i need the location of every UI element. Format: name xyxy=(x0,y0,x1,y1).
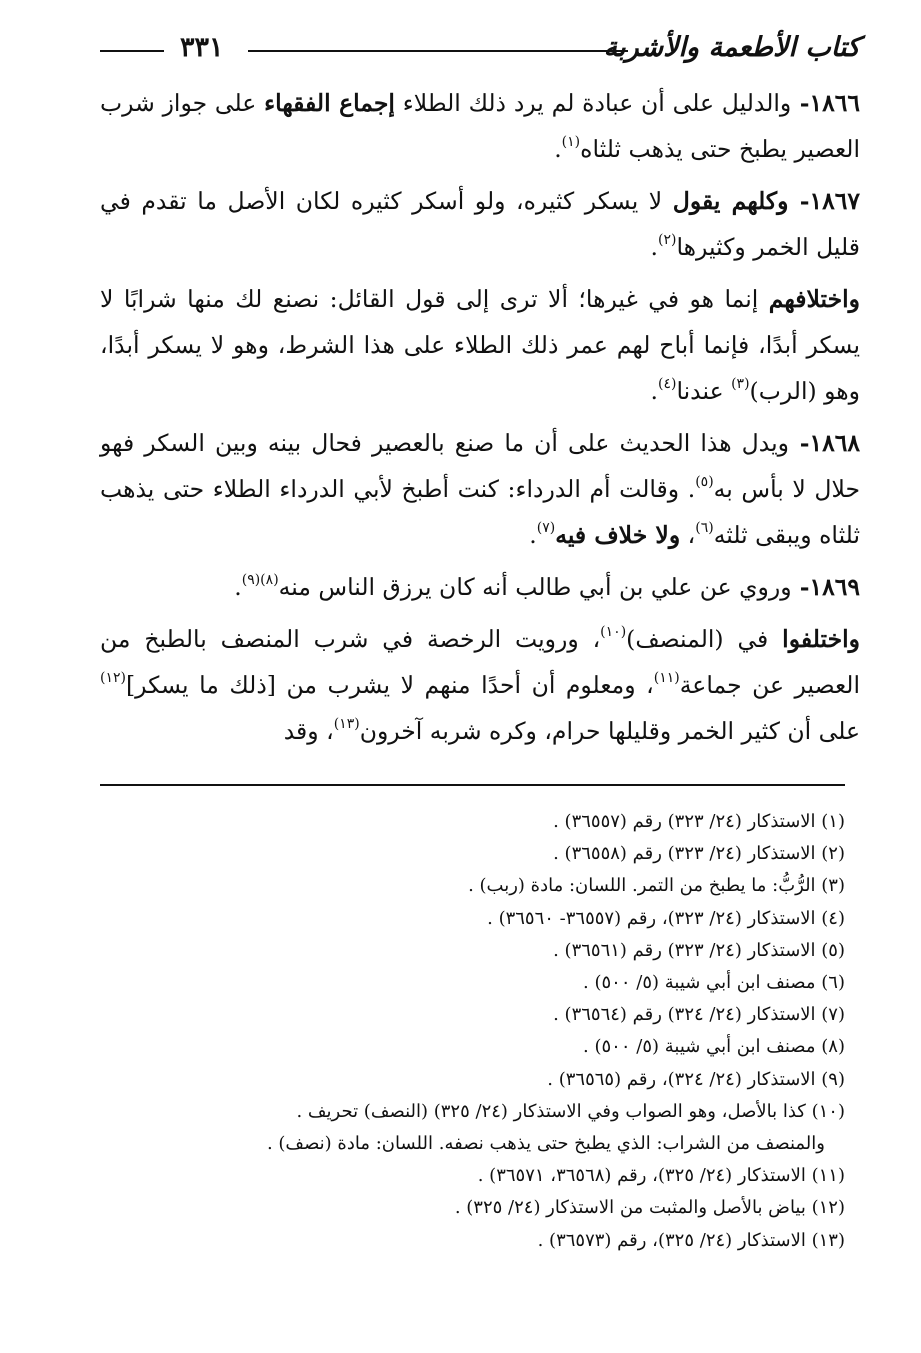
text-run: . xyxy=(650,233,659,261)
text-run: . xyxy=(529,521,537,549)
paragraph xyxy=(100,616,860,754)
text-run: ، وقد xyxy=(283,717,334,745)
footnote-3: (٣) الرُّبُّ: ما يطبخ من التمر. اللسان: مادة (ربب) . xyxy=(468,875,845,897)
text-run: على أن كثير الخمر وقليلها حرام، وكره شربه آخرون xyxy=(359,717,860,745)
footnote-5: (٥) الاستذكار (٢٤/ ٣٢٣) رقم (٣٦٥٦١) . xyxy=(553,939,845,961)
footnote-8: (٨) مصنف ابن أبي شيبة (٥/ ٥٠٠) . xyxy=(583,1036,845,1058)
footnote-2: (٢) الاستذكار (٢٤/ ٣٢٣) رقم (٣٦٥٥٨) . xyxy=(553,843,845,865)
text-run: . xyxy=(650,377,658,405)
text-run: . xyxy=(554,135,562,163)
footnote-marker: (١٣) xyxy=(333,716,360,733)
page-header xyxy=(100,30,860,70)
text-run: ١٨٦٧- xyxy=(788,187,860,215)
footnote-11: (١١) الاستذكار (٢٤/ ٣٢٥)، رقم (٣٦٥٦٨، ٣٦٥٧١) . xyxy=(477,1165,845,1187)
text-run: وكلهم يقول xyxy=(672,187,789,215)
paragraph xyxy=(100,276,860,414)
footnote-marker: (٤) xyxy=(657,376,677,393)
footnote-4: (٤) الاستذكار (٢٤/ ٣٢٣)، رقم (٣٦٥٥٧- ٣٦٥٦٠) . xyxy=(487,907,845,929)
book-title: كتاب الأطعمة والأشربة xyxy=(603,32,860,63)
text-run: عندنا xyxy=(676,377,732,405)
text-run: . xyxy=(234,573,242,601)
footnote-separator xyxy=(100,784,845,786)
text-run: ولا خلاف فيه xyxy=(555,521,681,549)
footnote-marker: (٨)(٩) xyxy=(241,572,279,589)
footnote-marker: (٧) xyxy=(536,520,556,537)
footnote-7: (٧) الاستذكار (٢٤/ ٣٢٤) رقم (٣٦٥٦٤) . xyxy=(553,1004,845,1026)
footnote-marker: (١١) xyxy=(653,670,680,687)
header-rule-right xyxy=(248,50,628,52)
text-run: لا يسكر كثيره، ولو أسكر كثيره لكان الأصل ما تقدم في قليل الخمر وكثيرها xyxy=(100,187,860,261)
paragraph xyxy=(100,420,860,558)
footnote-10-continued: والمنصف من الشراب: الذي يطبخ حتى يذهب نصفه. اللسان: مادة (نصف) . xyxy=(266,1133,825,1155)
footnote-marker: (٦) xyxy=(695,520,714,537)
footnote-marker: (١٢) xyxy=(100,670,126,687)
footnote-13: (١٣) الاستذكار (٢٤/ ٣٢٥)، رقم (٣٦٥٧٣) . xyxy=(537,1229,845,1251)
text-run: ، ورويت الرخصة في شرب المنصف بالطبخ من العصير عن جماعة xyxy=(100,625,860,699)
footnote-10: (١٠) كذا بالأصل، وهو الصواب وفي الاستذكار (٢٤/ ٣٢٥) (النصف) تحريف . xyxy=(296,1100,845,1122)
footnote-marker: (٢) xyxy=(658,232,677,249)
footnote-marker: (٥) xyxy=(695,474,714,491)
footnote-marker: (١) xyxy=(561,134,581,151)
footnote-marker: (٣) xyxy=(731,376,750,393)
text-run: ، ومعلوم أن أحدًا منهم لا يشرب من [ذلك ما يسكر] xyxy=(125,671,654,699)
text-run: والدليل على أن عبادة لم يرد ذلك الطلاء xyxy=(394,89,792,117)
text-run: . وقالت أم الدرداء: كنت أطبخ لأبي الدرداء الطلاء حتى يذهب ثلثاه ويبقى ثلثه xyxy=(100,475,860,549)
text-run: ، xyxy=(680,521,696,549)
text-run: واختلافهم xyxy=(768,285,860,313)
text-run: في (المنصف) xyxy=(626,625,783,653)
footnotes xyxy=(100,806,845,1257)
footnote-1: (١) الاستذكار (٢٤/ ٣٢٣) رقم (٣٦٥٥٧) . xyxy=(553,811,845,832)
paragraph xyxy=(100,80,860,172)
footnote-12: (١٢) بياض بالأصل والمثبت من الاستذكار (٢٤/ ٣٢٥) . xyxy=(454,1197,845,1219)
text-run: ١٨٦٦- xyxy=(791,89,860,117)
footnote-6: (٦) مصنف ابن أبي شيبة (٥/ ٥٠٠) . xyxy=(583,972,845,994)
paragraph xyxy=(100,564,860,610)
paragraph xyxy=(100,178,860,270)
footnote-9: (٩) الاستذكار (٢٤/ ٣٢٤)، رقم (٣٦٥٦٥) . xyxy=(547,1068,845,1090)
text-run: ١٨٦٩- xyxy=(791,573,860,601)
text-run: واختلفوا xyxy=(782,625,861,653)
main-text xyxy=(100,80,860,754)
page-number: ٣٣١ xyxy=(180,32,224,63)
footnote-marker: (١٠) xyxy=(600,624,627,641)
text-run: إنما هو في غيرها؛ ألا ترى إلى قول القائل: نصنع لك منها شرابًا لا يسكر أبدًا، فإنما أباح لهم عمر ذلك الطلاء على هذا الشرط، وهو لا يسكر أبدًا، وهو (الرب) xyxy=(100,285,860,405)
text-run: ويدل هذا الحديث على أن ما صنع بالعصير فحال بينه وبين السكر فهو حلال لا بأس به xyxy=(100,429,860,503)
text-run: إجماع الفقهاء xyxy=(264,89,395,117)
header-rule-left xyxy=(100,50,164,52)
text-run: على جواز شرب العصير يطبخ حتى يذهب ثلثاه xyxy=(100,89,860,163)
text-run: ١٨٦٨- xyxy=(788,429,861,457)
text-run: وروي عن علي بن أبي طالب أنه كان يرزق الناس منه xyxy=(278,573,792,601)
